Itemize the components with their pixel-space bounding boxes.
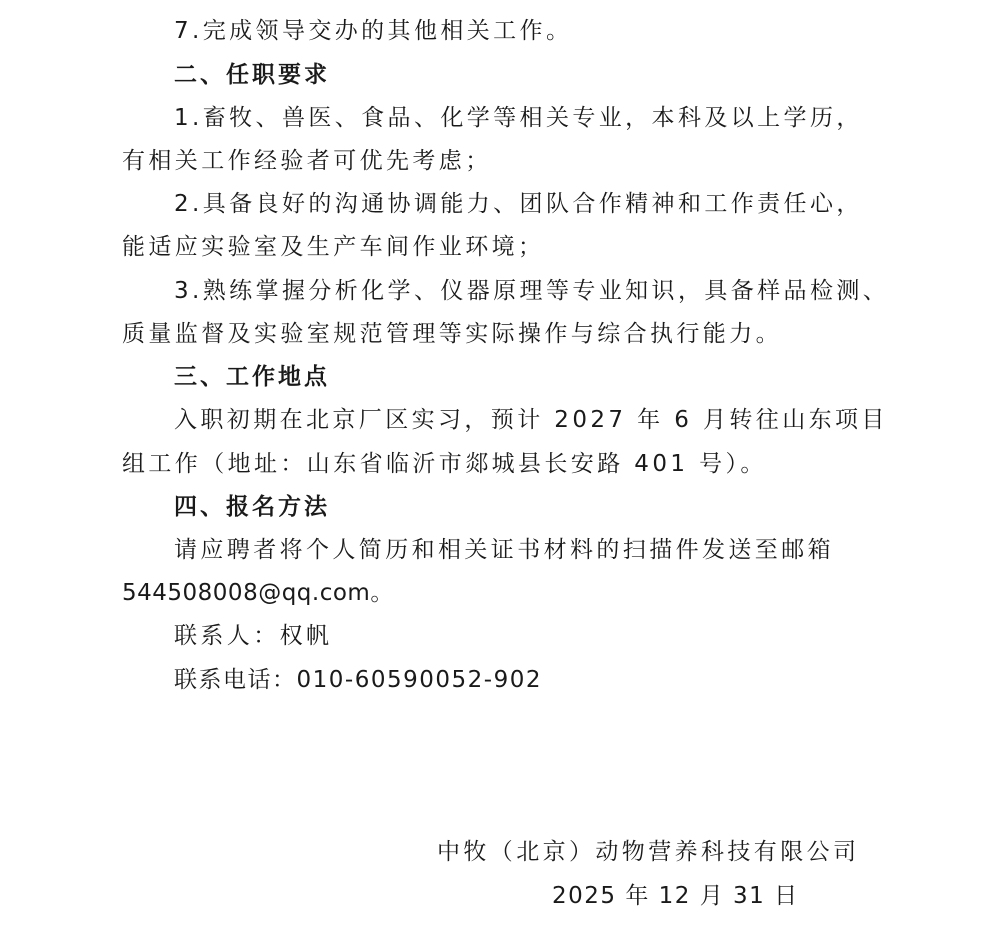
location-line-2: 组工作（地址：山东省临沂市郯城县长安路 401 号）。 [122,451,767,477]
location-line-1: 入职初期在北京厂区实习，预计 2027 年 6 月转往山东项目 [174,407,888,433]
section-heading-requirements: 二、任职要求 [174,62,330,88]
application-line-1: 请应聘者将个人简历和相关证书材料的扫描件发送至邮箱 [174,537,834,563]
signature-company: 中牧（北京）动物营养科技有限公司 [437,839,860,865]
requirement-item-1-line-1: 1.畜牧、兽医、食品、化学等相关专业，本科及以上学历， [174,105,863,131]
requirement-item-2-line-2: 能适应实验室及生产车间作业环境； [122,234,545,260]
requirement-item-2-line-1: 2.具备良好的沟通协调能力、团队合作精神和工作责任心， [174,191,863,217]
contact-person: 联系人：权帆 [174,623,333,649]
section-heading-location: 三、工作地点 [174,364,330,390]
signature-date: 2025 年 12 月 31 日 [552,883,799,909]
requirement-item-3-line-2: 质量监督及实验室规范管理等实际操作与综合执行能力。 [122,321,782,347]
requirement-item-1-line-2: 有相关工作经验者可优先考虑； [122,148,492,174]
requirement-item-3-line-1: 3.熟练掌握分析化学、仪器原理等专业知识，具备样品检测、 [174,278,890,304]
application-email: 544508008@qq.com。 [122,580,394,606]
contact-phone: 联系电话：010-60590052-902 [174,667,542,693]
section-heading-application: 四、报名方法 [174,494,330,520]
duty-item-7: 7.完成领导交办的其他相关工作。 [174,18,573,44]
